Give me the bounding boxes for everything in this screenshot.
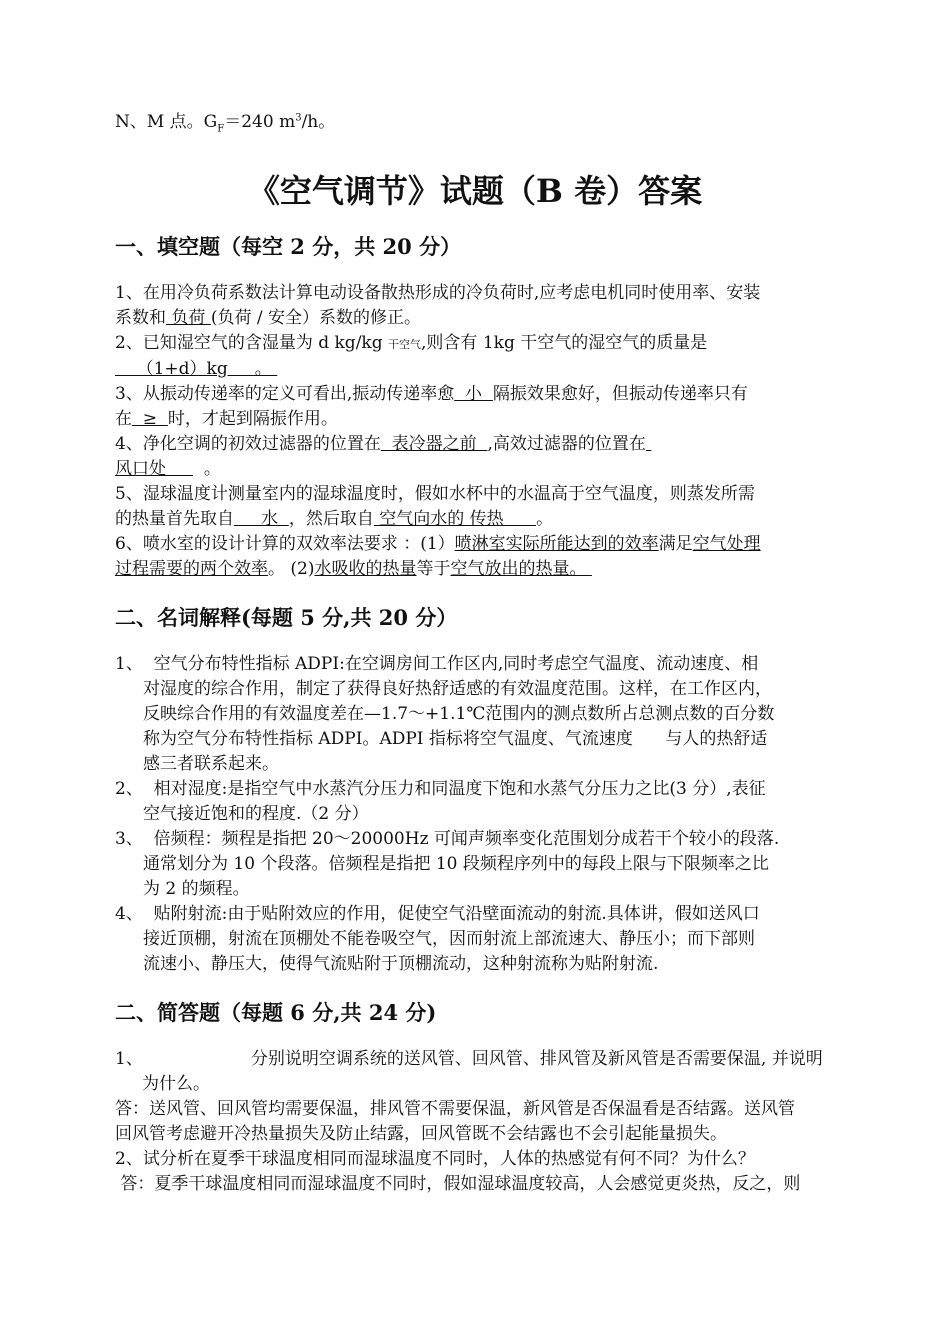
definition-line: 通常划分为 10 个段落。倍频程是指把 10 段频程序列中的每段上限与下限频率之比 <box>143 854 769 874</box>
q5-b-mid: ，然后取自 <box>288 509 374 529</box>
section3-heading: 二、简答题（每题 6 分,共 24 分) <box>115 1000 437 1025</box>
q2-a: 2、已知湿空气的含湿量为 d kg/kg <box>115 333 389 353</box>
q6-answer-2: 过程需要的两个效率 <box>115 559 268 579</box>
short-answer-list <box>115 1047 895 1197</box>
definition-item <box>115 827 895 902</box>
short-answer-line: 1、 分别说明空调系统的送风管、回风管、排风管及新风管是否需要保温, 并说明 <box>115 1049 823 1069</box>
q1-answer: 负荷 <box>166 308 211 328</box>
top-line <box>115 110 895 135</box>
q2-line-a <box>115 331 895 357</box>
q2-a-post: ,则含有 1kg 干空气的湿空气的质量是 <box>421 333 708 353</box>
q4-b-post: 。 <box>193 459 221 479</box>
q4-line-a <box>115 432 895 457</box>
top-line-pre: N、M 点。G <box>115 112 218 132</box>
q5-line-b <box>115 507 895 532</box>
q1-line-b <box>115 306 895 331</box>
definition-line: 空气接近饱和的程度.（2 分） <box>143 804 369 824</box>
fill-question-4 <box>115 432 895 482</box>
q6-answer-3: 水吸收的热量 <box>314 559 417 579</box>
q3-b-post: 时，才起到隔振作用。 <box>167 409 338 429</box>
q6-answer-4: 空气放出的热量。 <box>450 559 592 579</box>
page-title: 《空气调节》试题（B 卷）答案 <box>247 172 703 210</box>
definition-first-line: 1、 空气分布特性指标 ADPI:在空调房间工作区内,同时考虑空气温度、流动速度、相 <box>115 654 759 674</box>
q6-line-a <box>115 532 895 557</box>
q3-answer-1: 小 <box>454 384 493 404</box>
q3-answer-2: ≥ <box>132 409 168 429</box>
definition-line: 接近顶棚，射流在顶棚处不能卷吸空气，因而射流上部流速大、静压小；而下部则 <box>143 929 755 949</box>
q6-answer-2-start: 空气处理 <box>692 534 761 554</box>
q3-line-a <box>115 382 895 407</box>
section2-heading: 二、名词解释(每题 5 分,共 20 分） <box>115 605 458 630</box>
definition-line: 感三者联系起来。 <box>143 754 279 774</box>
q4-a-mid: ,高效过滤器的位置在 <box>487 434 646 454</box>
short-answer-line: 答：夏季干球温度相同而湿球温度不同时，假如湿球温度较高，人会感觉更炎热，反之，则 <box>115 1174 801 1194</box>
definition-first-line: 3、 倍频程：频程是指把 20～20000Hz 可闻声频率变化范围划分成若干个较小的段落. <box>115 829 780 849</box>
q6-line-b <box>115 557 895 582</box>
definition-item <box>115 777 895 827</box>
q4-answer-1: 表冷器之前 <box>380 434 488 454</box>
definition-item <box>115 652 895 777</box>
q6-a-pre: 6、喷水室的设计计算的双效率法要求 ：(1） <box>115 534 455 554</box>
definition-item <box>115 902 895 977</box>
top-line-sup: 3 <box>295 112 302 124</box>
definition-line: 对湿度的综合作用，制定了获得良好热舒适感的有效温度范围。这样，在工作区内， <box>143 679 772 699</box>
q2-line-b <box>115 357 895 382</box>
q4-line-b <box>115 457 895 482</box>
q6-b-mid2: 等于 <box>416 559 451 579</box>
q1-b-post: (负荷 / 安全）系数的修正。 <box>210 308 421 328</box>
short-answer-line: 答：送风管、回风管均需要保温，排风管不需要保温，新风管是否保温看是否结露。送风管 <box>115 1099 795 1119</box>
short-answer-line: 回风管考虑避开冷热量损失及防止结露，回风管既不会结露也不会引起能量损失。 <box>115 1124 727 1144</box>
q5-b-post: 。 <box>536 509 554 529</box>
definition-line: 反映综合作用的有效温度差在—1.7～+1.1℃范围内的测点数所占总测点数的百分数 <box>143 704 775 724</box>
q5-line-a: 5、湿球温度计测量室内的湿球温度时，假如水杯中的水温高于空气温度，则蒸发所需 <box>115 484 755 504</box>
section1-heading: 一、填空题（每空 2 分，共 20 分） <box>115 234 462 259</box>
q2-a-small: 干空气 <box>388 338 422 351</box>
q1-b-pre: 系数和 <box>115 308 166 328</box>
q6-answer-1: 喷淋室实际所能达到的效率 <box>454 534 659 554</box>
fill-question-5 <box>115 482 895 532</box>
q5-answer-2: 空气向水的 传热 <box>373 509 537 529</box>
definitions-list <box>115 652 895 977</box>
q3-b-pre: 在 <box>115 409 132 429</box>
fill-question-3 <box>115 382 895 432</box>
top-line-post: /h。 <box>301 112 336 132</box>
definition-first-line: 4、 贴附射流:由于贴附效应的作用，促使空气沿壁面流动的射流.具体讲，假如送风口 <box>115 904 760 924</box>
q6-b-mid: 。 (2) <box>268 559 315 579</box>
definition-line: 流速小、静压大，使得气流贴附于顶棚流动，这种射流称为贴附射流. <box>143 954 659 974</box>
q2-answer: （1+d）kg 。 <box>115 359 278 379</box>
q5-b-pre: 的热量首先取自 <box>115 509 234 529</box>
q3-a-post: 隔振效果愈好，但振动传递率只有 <box>492 384 748 404</box>
q6-a-mid: 满足 <box>658 534 693 554</box>
fill-question-2 <box>115 331 895 382</box>
q1-line-a: 1、在用冷负荷系数法计算电动设备散热形成的冷负荷时,应考虑电机同时使用率、安装 <box>115 283 761 303</box>
top-line-mid: ＝240 m <box>224 112 296 132</box>
definition-first-line: 2、 相对湿度:是指空气中水蒸汽分压力和同温度下饱和水蒸气分压力之比(3 分）,表征 <box>115 779 766 799</box>
short-answer-line: 2、试分析在夏季干球温度相同而湿球温度不同时，人体的热感觉有何不同？为什么？ <box>115 1149 755 1169</box>
definition-line: 称为空气分布特性指标 ADPI。ADPI 指标将空气温度、气流速度 与人的热舒适 <box>143 729 768 749</box>
short-answer-line: 为什么。 <box>115 1074 211 1094</box>
document-page <box>115 110 895 1197</box>
q4-answer-2-start <box>646 434 651 454</box>
q3-a-pre: 3、从振动传递率的定义可看出,振动传递率愈 <box>115 384 455 404</box>
fill-question-6 <box>115 532 895 582</box>
fill-question-1 <box>115 281 895 331</box>
top-line-sub: F <box>217 123 225 135</box>
definition-line: 为 2 的频程。 <box>143 879 250 899</box>
q4-a-pre: 4、净化空调的初效过滤器的位置在 <box>115 434 381 454</box>
q4-answer-2: 风口处 <box>115 459 194 479</box>
q5-answer-1: 水 <box>234 509 289 529</box>
q3-line-b <box>115 407 895 432</box>
